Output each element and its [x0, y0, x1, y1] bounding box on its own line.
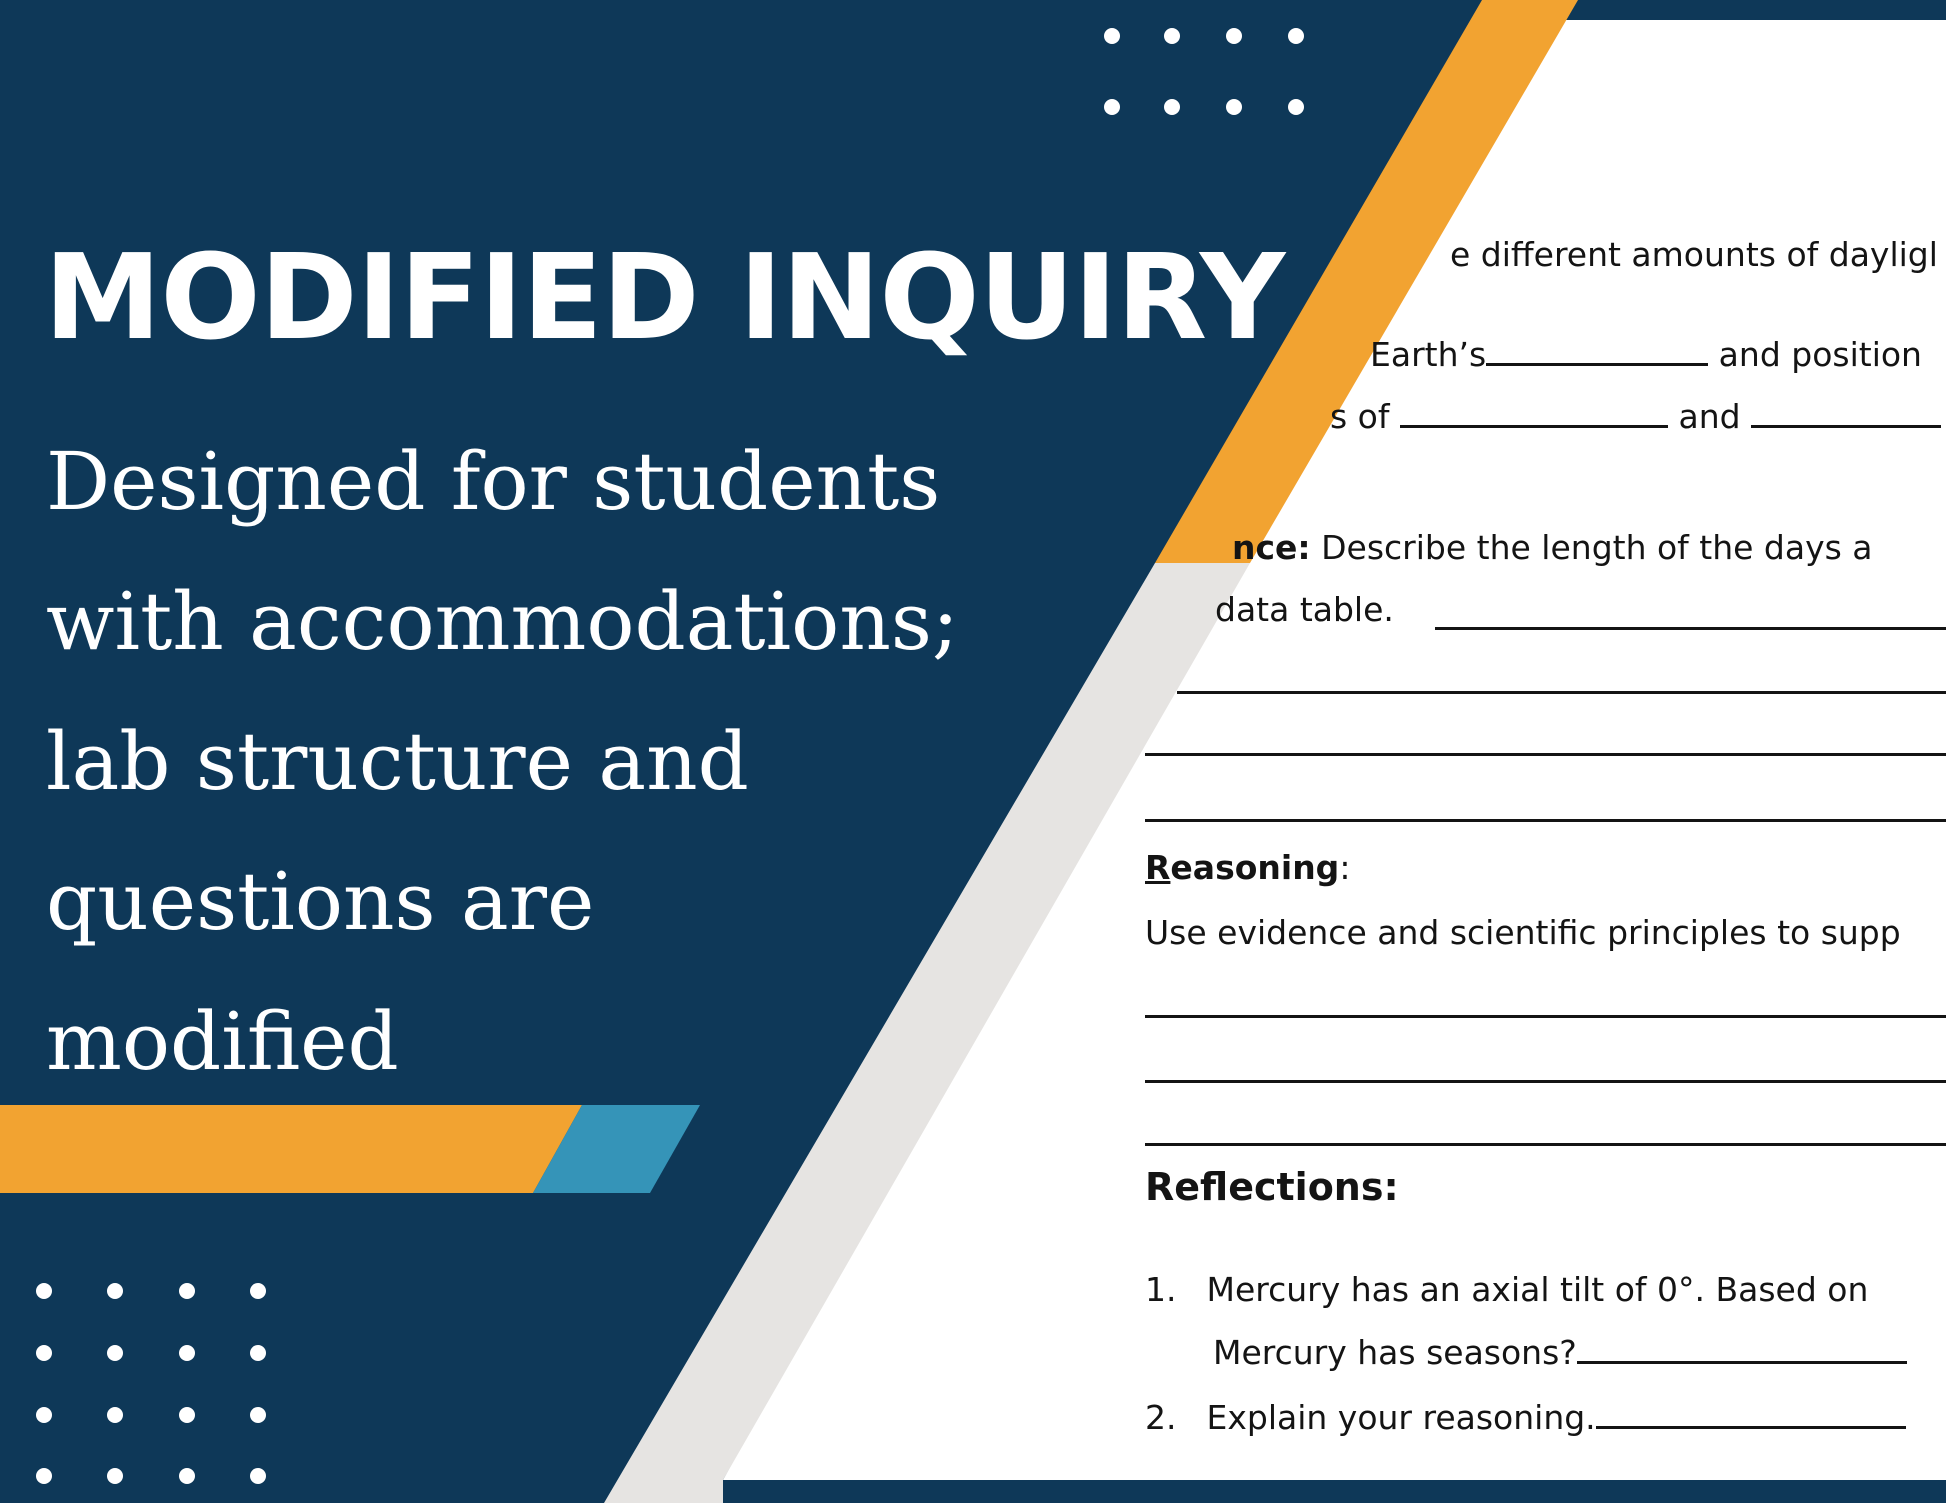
answer-line [1435, 627, 1946, 630]
answer-line [1145, 819, 1946, 822]
question-text: Explain your reasoning. [1206, 1398, 1596, 1437]
decorative-dot [1226, 28, 1242, 44]
answer-line [1145, 1143, 1946, 1146]
answer-line [1145, 753, 1946, 756]
worksheet-line-of-and [1330, 397, 1941, 436]
earths-label: Earth’s [1370, 335, 1487, 374]
evidence-prompt [1232, 528, 1873, 567]
question-text: Mercury has seasons? [1213, 1333, 1577, 1372]
decorative-dot [250, 1283, 266, 1299]
answer-line [1145, 1015, 1946, 1018]
subtitle-line: questions are [46, 855, 595, 948]
reasoning-colon: : [1339, 848, 1351, 887]
blank-field [1486, 337, 1708, 366]
data-table-line [1215, 590, 1394, 629]
question-number: 2. [1145, 1398, 1177, 1437]
question-1-continued [1213, 1333, 1907, 1372]
question-text: Mercury has an axial tilt of 0°. Based on [1206, 1270, 1869, 1309]
decorative-dot [179, 1345, 195, 1361]
data-table-text: data table. [1215, 590, 1394, 629]
question-2 [1145, 1398, 1906, 1437]
blank-field [1577, 1335, 1907, 1364]
worksheet-line-daylight: e different amounts of dayligl [1450, 235, 1938, 274]
reasoning-prompt: Use evidence and scientific principles to supp [1145, 913, 1901, 952]
decorative-dot [250, 1407, 266, 1423]
reasoning-heading [1145, 848, 1350, 887]
subtitle-line: modified [46, 995, 399, 1088]
evidence-heading: nce: [1232, 528, 1311, 567]
subtitle-line: with accommodations; [46, 575, 959, 668]
worksheet-line-earths [1370, 335, 1922, 374]
decorative-dot [107, 1407, 123, 1423]
reflections-heading: Reflections: [1145, 1165, 1399, 1209]
reasoning-initial: R [1145, 848, 1171, 887]
decorative-dot [1164, 99, 1180, 115]
decorative-dot [107, 1468, 123, 1484]
decorative-dot [36, 1345, 52, 1361]
decorative-dot [250, 1468, 266, 1484]
decorative-dot [107, 1283, 123, 1299]
decorative-dot [1164, 28, 1180, 44]
decorative-dot [179, 1407, 195, 1423]
answer-line [1145, 1080, 1946, 1083]
decorative-dot [1104, 99, 1120, 115]
subtitle-line: lab structure and [46, 715, 749, 808]
and-label: and [1667, 397, 1752, 436]
evidence-text: Describe the length of the days a [1310, 528, 1873, 567]
question-1 [1145, 1270, 1868, 1309]
decorative-dot [179, 1468, 195, 1484]
decorative-dot [1226, 99, 1242, 115]
decorative-dot [1104, 28, 1120, 44]
position-label: and position [1708, 335, 1922, 374]
blank-field [1596, 1400, 1906, 1429]
decorative-dot [36, 1283, 52, 1299]
decorative-dot [36, 1407, 52, 1423]
answer-line [1177, 691, 1946, 694]
decorative-dot [1288, 28, 1304, 44]
reasoning-word: easoning [1170, 848, 1340, 887]
decorative-dot [1288, 99, 1304, 115]
banner-subtitle [46, 412, 1126, 1112]
banner-title: MODIFIED INQUIRY [44, 228, 1285, 366]
blank-field [1751, 399, 1941, 428]
of-label: s of [1330, 397, 1400, 436]
decorative-dot [250, 1345, 266, 1361]
decorative-dot [36, 1468, 52, 1484]
question-number: 1. [1145, 1270, 1177, 1309]
decorative-dot [107, 1345, 123, 1361]
orange-accent-bar [0, 1105, 582, 1193]
decorative-dot [179, 1283, 195, 1299]
subtitle-line: Designed for students [46, 435, 941, 528]
blank-field [1400, 399, 1668, 428]
